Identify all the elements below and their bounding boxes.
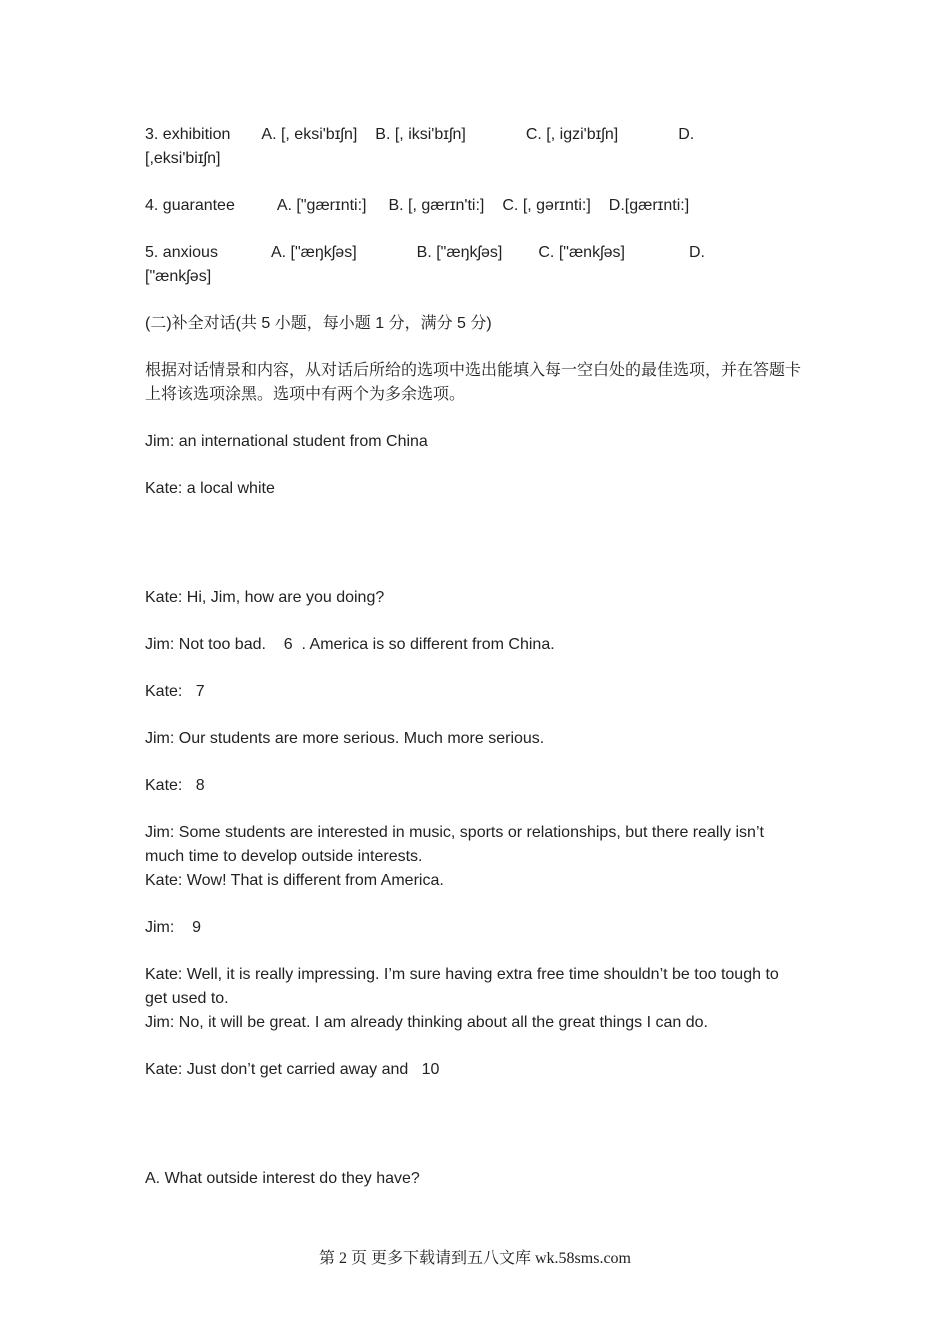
q5-option-d-value: ["ænkʃəs] <box>145 268 212 285</box>
spacer <box>145 501 805 563</box>
q4-option-c: C. [, gərɪnti:] <box>502 197 591 214</box>
q3-prefix: 3. exhibition <box>145 126 231 143</box>
q3-option-d-value: [,eksi'biɪʃn] <box>145 150 221 167</box>
dialogue-line-8: Jim: 9 <box>145 919 202 936</box>
page-content <box>145 123 805 1214</box>
question-3 <box>145 123 805 171</box>
q5-option-c: C. ["ænkʃəs] <box>538 244 625 261</box>
question-5 <box>145 241 805 289</box>
dialogue-line-5: Kate: 8 <box>145 777 205 794</box>
q4-option-a: A. ["gærɪnti:] <box>276 197 367 214</box>
q4-option-d: D.[gærɪnti:] <box>608 197 690 214</box>
q4-prefix: 4. guarantee <box>145 197 235 214</box>
character-kate: Kate: a local white <box>145 480 275 497</box>
section-heading: (二)补全对话(共 5 小题，每小题 1 分，满分 5 分) <box>145 315 492 332</box>
character-jim: Jim: an international student from China <box>145 433 428 450</box>
dialogue-line-3: Kate: 7 <box>145 683 205 700</box>
dialogue-line-6: Jim: Some students are interested in music, sports or relationships, but there really isn’t much time to develop outside interests. <box>145 824 764 865</box>
q4-option-b: B. [, gærɪn'ti:] <box>388 197 485 214</box>
section-instructions: 根据对话情景和内容，从对话后所给的选项中选出能填入每一空白处的最佳选项，并在答题卡上将该选项涂黑。选项中有两个为多余选项。 <box>145 362 802 403</box>
q5-option-b: B. ["æŋkʃəs] <box>416 244 503 261</box>
spacer <box>145 1082 805 1144</box>
dialogue-line-9: Kate: Well, it is really impressing. I’m sure having extra free time shouldn’t be too tough to get used to. <box>145 966 779 1007</box>
q3-option-b: B. [, iksi'bɪʃn] <box>375 126 466 143</box>
option-a: A. What outside interest do they have? <box>145 1170 420 1187</box>
dialogue-line-10: Jim: No, it will be great. I am already thinking about all the great things I can do. <box>145 1014 708 1031</box>
question-4 <box>145 194 805 218</box>
dialogue-line-11: Kate: Just don’t get carried away and 10 <box>145 1061 440 1078</box>
q3-option-d-label: D. <box>678 126 695 143</box>
dialogue-line-4: Jim: Our students are more serious. Much more serious. <box>145 730 545 747</box>
page-footer: 第 2 页 更多下载请到五八文库 wk.58sms.com <box>318 1250 631 1267</box>
dialogue-line-1: Kate: Hi, Jim, how are you doing? <box>145 589 385 606</box>
q5-option-d-label: D. <box>688 244 705 261</box>
q5-option-a: A. ["æŋkʃəs] <box>270 244 357 261</box>
dialogue-line-7: Kate: Wow! That is different from America. <box>145 872 444 889</box>
q3-option-a: A. [, eksi'bɪʃn] <box>261 126 358 143</box>
q5-prefix: 5. anxious <box>145 244 218 261</box>
q3-option-c: C. [, igzi'bɪʃn] <box>525 126 619 143</box>
dialogue-line-2: Jim: Not too bad. 6 . America is so different from China. <box>145 636 555 653</box>
